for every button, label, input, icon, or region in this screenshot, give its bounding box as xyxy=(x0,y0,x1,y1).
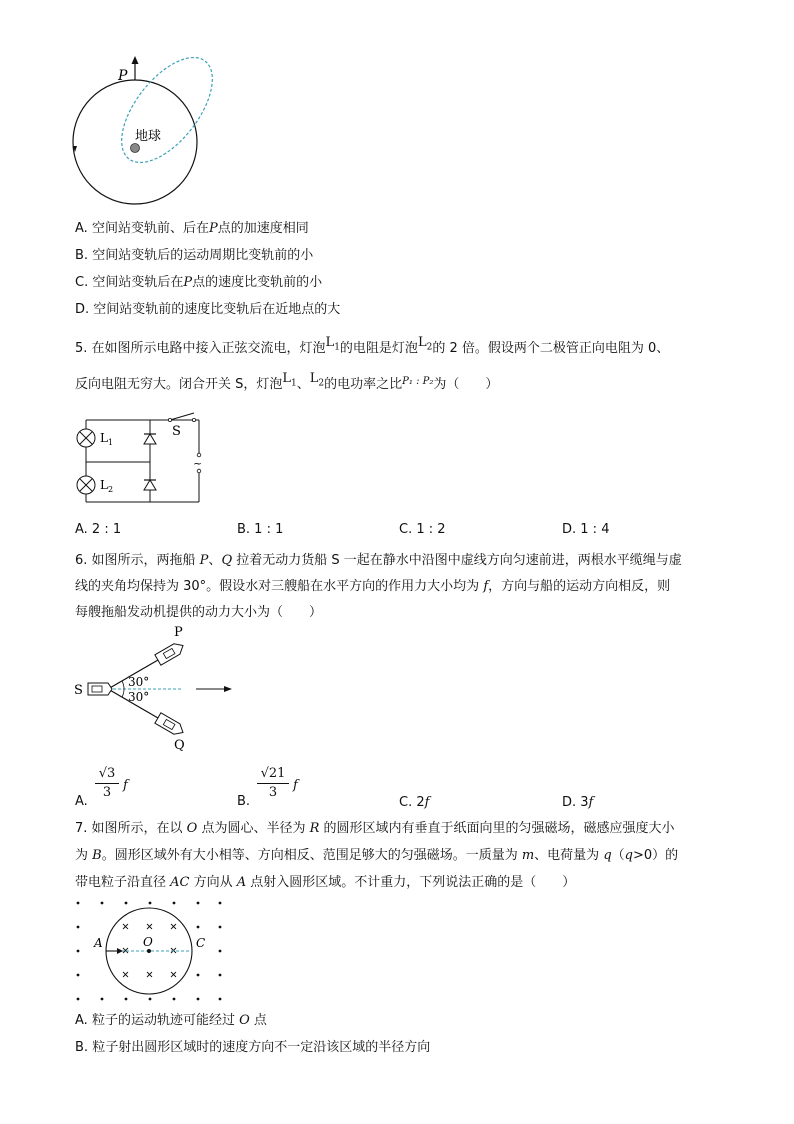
q4-option-d[interactable]: D. 空间站变轨前的速度比变轨后在近地点的大 xyxy=(75,302,341,317)
label-l1: $L_1$ xyxy=(100,431,114,447)
q7-stem-line3: 带电粒子沿直径 AC 方向从 A 点射入圆形区域。不计重力，下列说法正确的是（ ） xyxy=(75,875,576,890)
label-s: S xyxy=(74,683,83,698)
label-p: P xyxy=(118,68,128,84)
lamp-l1-icon xyxy=(77,429,95,447)
boat-s-icon xyxy=(88,683,112,695)
q6-stem-line2: 线的夹角均保持为 30°。假设水对三艘船在水平方向的作用力大小均为 f，方向与船的运动方向相反，则 xyxy=(75,579,671,594)
q5-option-d[interactable]: D. 1 : 4 xyxy=(562,522,610,537)
angle-label-top: 30° xyxy=(128,675,150,689)
q7-option-b[interactable]: B. 粒子射出圆形区域时的速度方向不一定沿该区域的半径方向 xyxy=(75,1040,431,1055)
q6-stem-line3: 每艘拖船发动机提供的动力大小为（ ） xyxy=(75,605,323,620)
earth-dot xyxy=(131,144,140,153)
motion-arrow-head-icon xyxy=(224,686,232,692)
label-q: Q xyxy=(174,738,185,753)
q5-stem-line2: 反向电阻无穷大。闭合开关 S，灯泡$L_1$、$L_2$的电功率之比$^{P_1 : P_2}$为（ ） xyxy=(75,371,499,392)
angle-label-bottom: 30° xyxy=(128,690,150,704)
entry-arrow-icon xyxy=(117,948,123,954)
label-l2: $L_2$ xyxy=(100,478,114,494)
q5-stem-line1: 5. 在如图所示电路中接入正弦交流电，灯泡$L_1$的电阻是灯泡$L_2$的 2 倍。假设两个二极管正向电阻为 0、 xyxy=(75,335,670,356)
boat-q-icon xyxy=(155,713,186,738)
circuit-figure xyxy=(72,410,212,510)
center-o xyxy=(147,949,151,953)
q6-option-c[interactable]: C. 2f xyxy=(399,795,430,810)
q5-option-a[interactable]: A. 2 : 1 xyxy=(75,522,122,537)
ac-symbol: ~ xyxy=(193,457,203,470)
diode-top-icon xyxy=(144,434,156,444)
q7-stem-line1: 7. 如图所示，在以 O 点为圆心、半径为 R 的圆形区域内有垂直于纸面向里的匀强磁场，磁感应强度大小 xyxy=(75,821,675,836)
q6-stem-line1: 6. 如图所示，两拖船 P、Q 拉着无动力货船 S 一起在静水中沿图中虚线方向匀速前进，两根水平缆绳与虚 xyxy=(75,553,682,568)
switch-s xyxy=(170,413,194,420)
q4-option-b[interactable]: B. 空间站变轨后的运动周期比变轨前的小 xyxy=(75,248,314,263)
q4-option-c[interactable]: C. 空间站变轨后在P点的速度比变轨前的小 xyxy=(75,275,323,290)
label-earth: 地球 xyxy=(135,129,162,144)
label-a: A xyxy=(94,936,103,950)
arrow-head-icon xyxy=(132,56,139,64)
boats-figure xyxy=(70,622,250,757)
q4-option-a[interactable]: A. 空间站变轨前、后在P点的加速度相同 xyxy=(75,221,309,236)
q5-option-b[interactable]: B. 1 : 1 xyxy=(237,522,284,537)
magnetic-field-figure xyxy=(68,895,233,1007)
label-c: C xyxy=(196,936,206,950)
orbit-figure xyxy=(60,50,220,210)
q7-stem-line2: 为 B。圆形区域外有大小相等、方向相反、范围足够大的匀强磁场。一质量为 m、电荷量为 q（q>0）的 xyxy=(75,848,679,863)
label-o: O xyxy=(143,935,153,949)
q6-option-d[interactable]: D. 3f xyxy=(562,795,594,810)
q7-option-a[interactable]: A. 粒子的运动轨迹可能经过 O 点 xyxy=(75,1013,267,1028)
boat-p-icon xyxy=(155,640,186,665)
lamp-l2-icon xyxy=(77,476,95,494)
label-s: S xyxy=(172,424,181,439)
label-p: P xyxy=(174,625,183,640)
q5-option-c[interactable]: C. 1 : 2 xyxy=(399,522,446,537)
diode-bottom-icon xyxy=(144,480,156,490)
